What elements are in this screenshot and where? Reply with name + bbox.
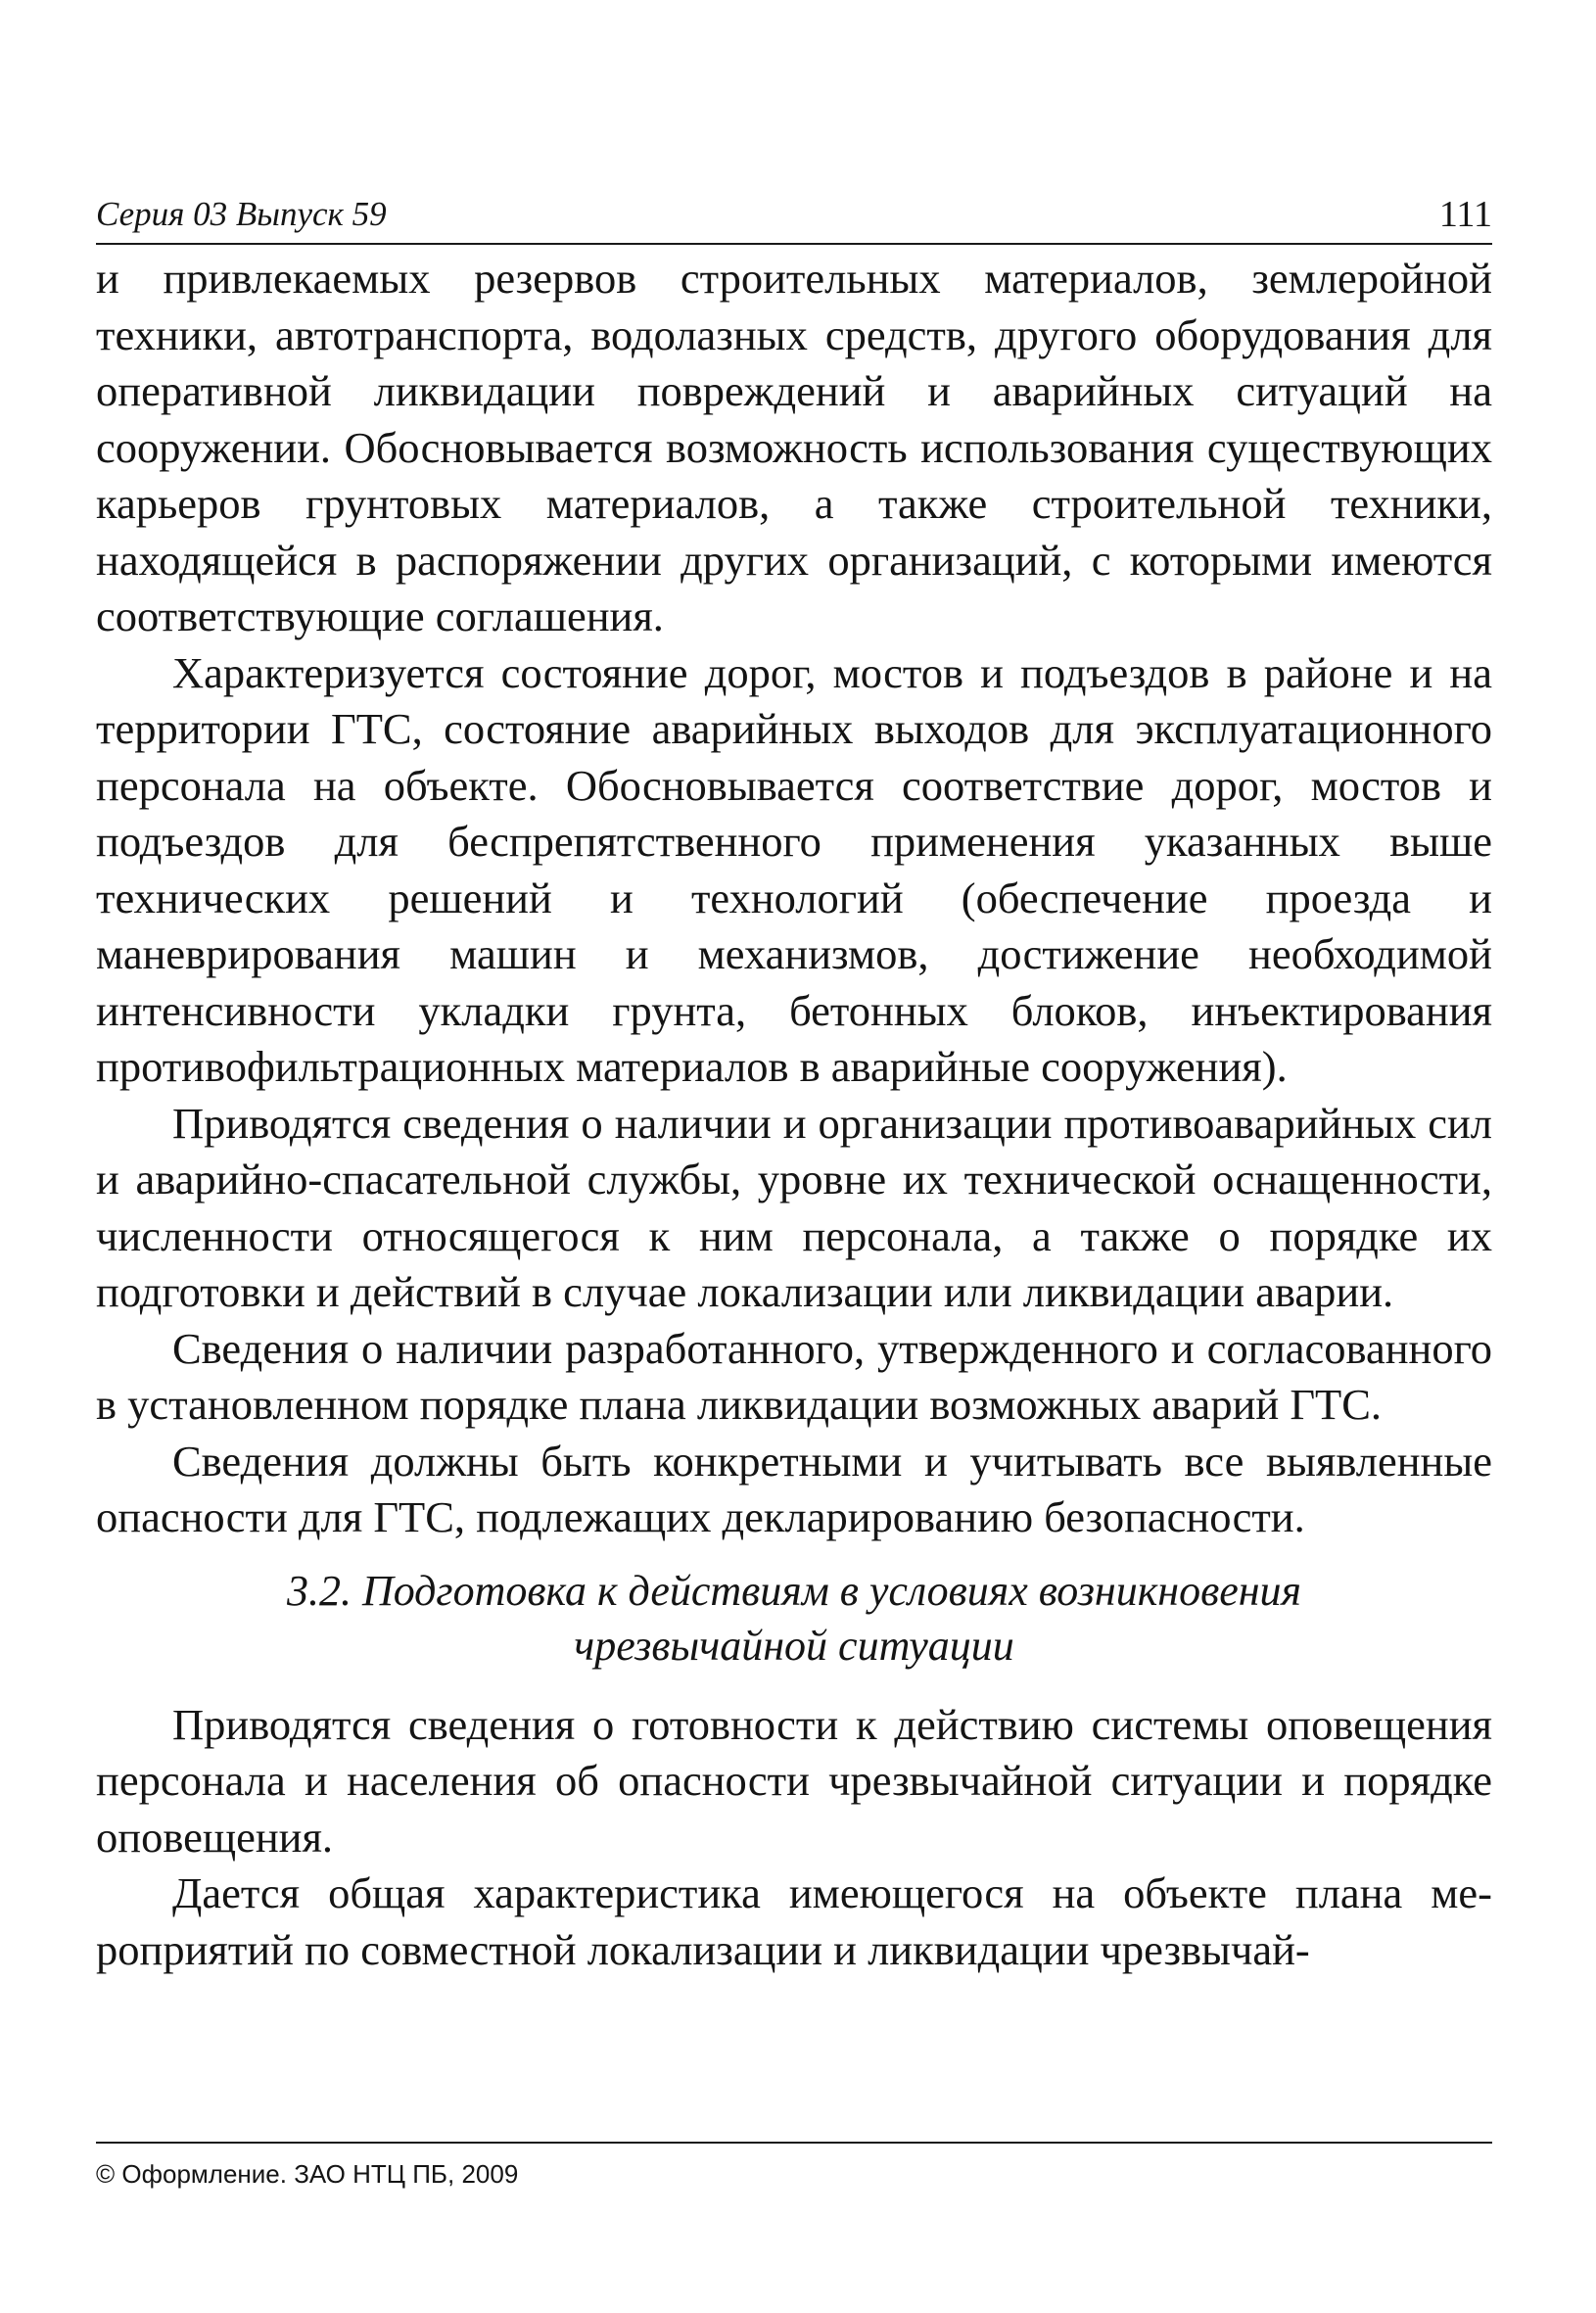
- series-label: Серия 03 Выпуск 59: [96, 195, 387, 233]
- paragraph-roads: Характеризуется состояние дорог, мостов и подъездов в районе и на территории ГТС, состояние аварийных выходов для эксплуатационного персонала на объекте. Обосновывается соответствие дорог, мостов и подъездов для беспрепятственного применения указанных выше технических решений и технологий (обеспечение проезда и маневрирования машин и механизмов, достижение необходимой интенсивности укладки грунта, бетонных блоков, инъектирования противофильтрационных материалов в аварийные сооружения).: [96, 647, 1492, 1091]
- body-text: [96, 251, 1492, 1978]
- section-heading-line-1: 3.2. Подготовка к действиям в условиях возникновения: [286, 1566, 1302, 1615]
- page-number: 111: [1438, 194, 1492, 235]
- paragraph-liquidation-plan: Сведения о наличии разработанного, утвержденного и согласованного в установленном порядке плана ликвидации возможных аварий ГТС.: [96, 1323, 1492, 1429]
- document-page: [96, 186, 1492, 2203]
- paragraph-joint-plan: Дается общая характеристика имеющегося на объекте плана мероприятий по совместной локализации и ликвидации чрезвычай-: [96, 1868, 1492, 1974]
- section-heading-line-2: чрезвычайной ситуации: [574, 1621, 1014, 1670]
- paragraph-specificity: Сведения должны быть конкретными и учитывать все выявленные опасности для ГТС, подлежащих декларированию безопасности.: [96, 1436, 1492, 1541]
- section-heading: [96, 1564, 1492, 1674]
- running-header: [96, 186, 1492, 245]
- paragraph-emergency-forces: Приводятся сведения о наличии и организации противоаварийных сил и аварийно-спасательной службы, уровне их технической оснащенности, численности относящегося к ним персонала, а также о порядке их подготовки и действий в случае локализации или ликвидации аварии.: [96, 1098, 1492, 1316]
- footer-copyright: © Оформление. ЗАО НТЦ ПБ, 2009: [96, 2142, 1492, 2189]
- paragraph-notification: Приводятся сведения о готовности к действию системы оповещения персонала и населения об опасности чрезвычайной ситуации и порядке оповещения.: [96, 1699, 1492, 1862]
- paragraph-continuation: и привлекаемых резервов строительных материалов, землеройной техники, автотранспорта, водолазных средств, другого оборудования для оперативной ликвидации повреждений и аварийных ситуаций на сооружении. Обосновывается возможность использования существующих карьеров грунтовых материалов, а также строительной техники, находящейся в распоряжении других организаций, с которыми имеются соответствующие соглашения.: [96, 254, 1492, 640]
